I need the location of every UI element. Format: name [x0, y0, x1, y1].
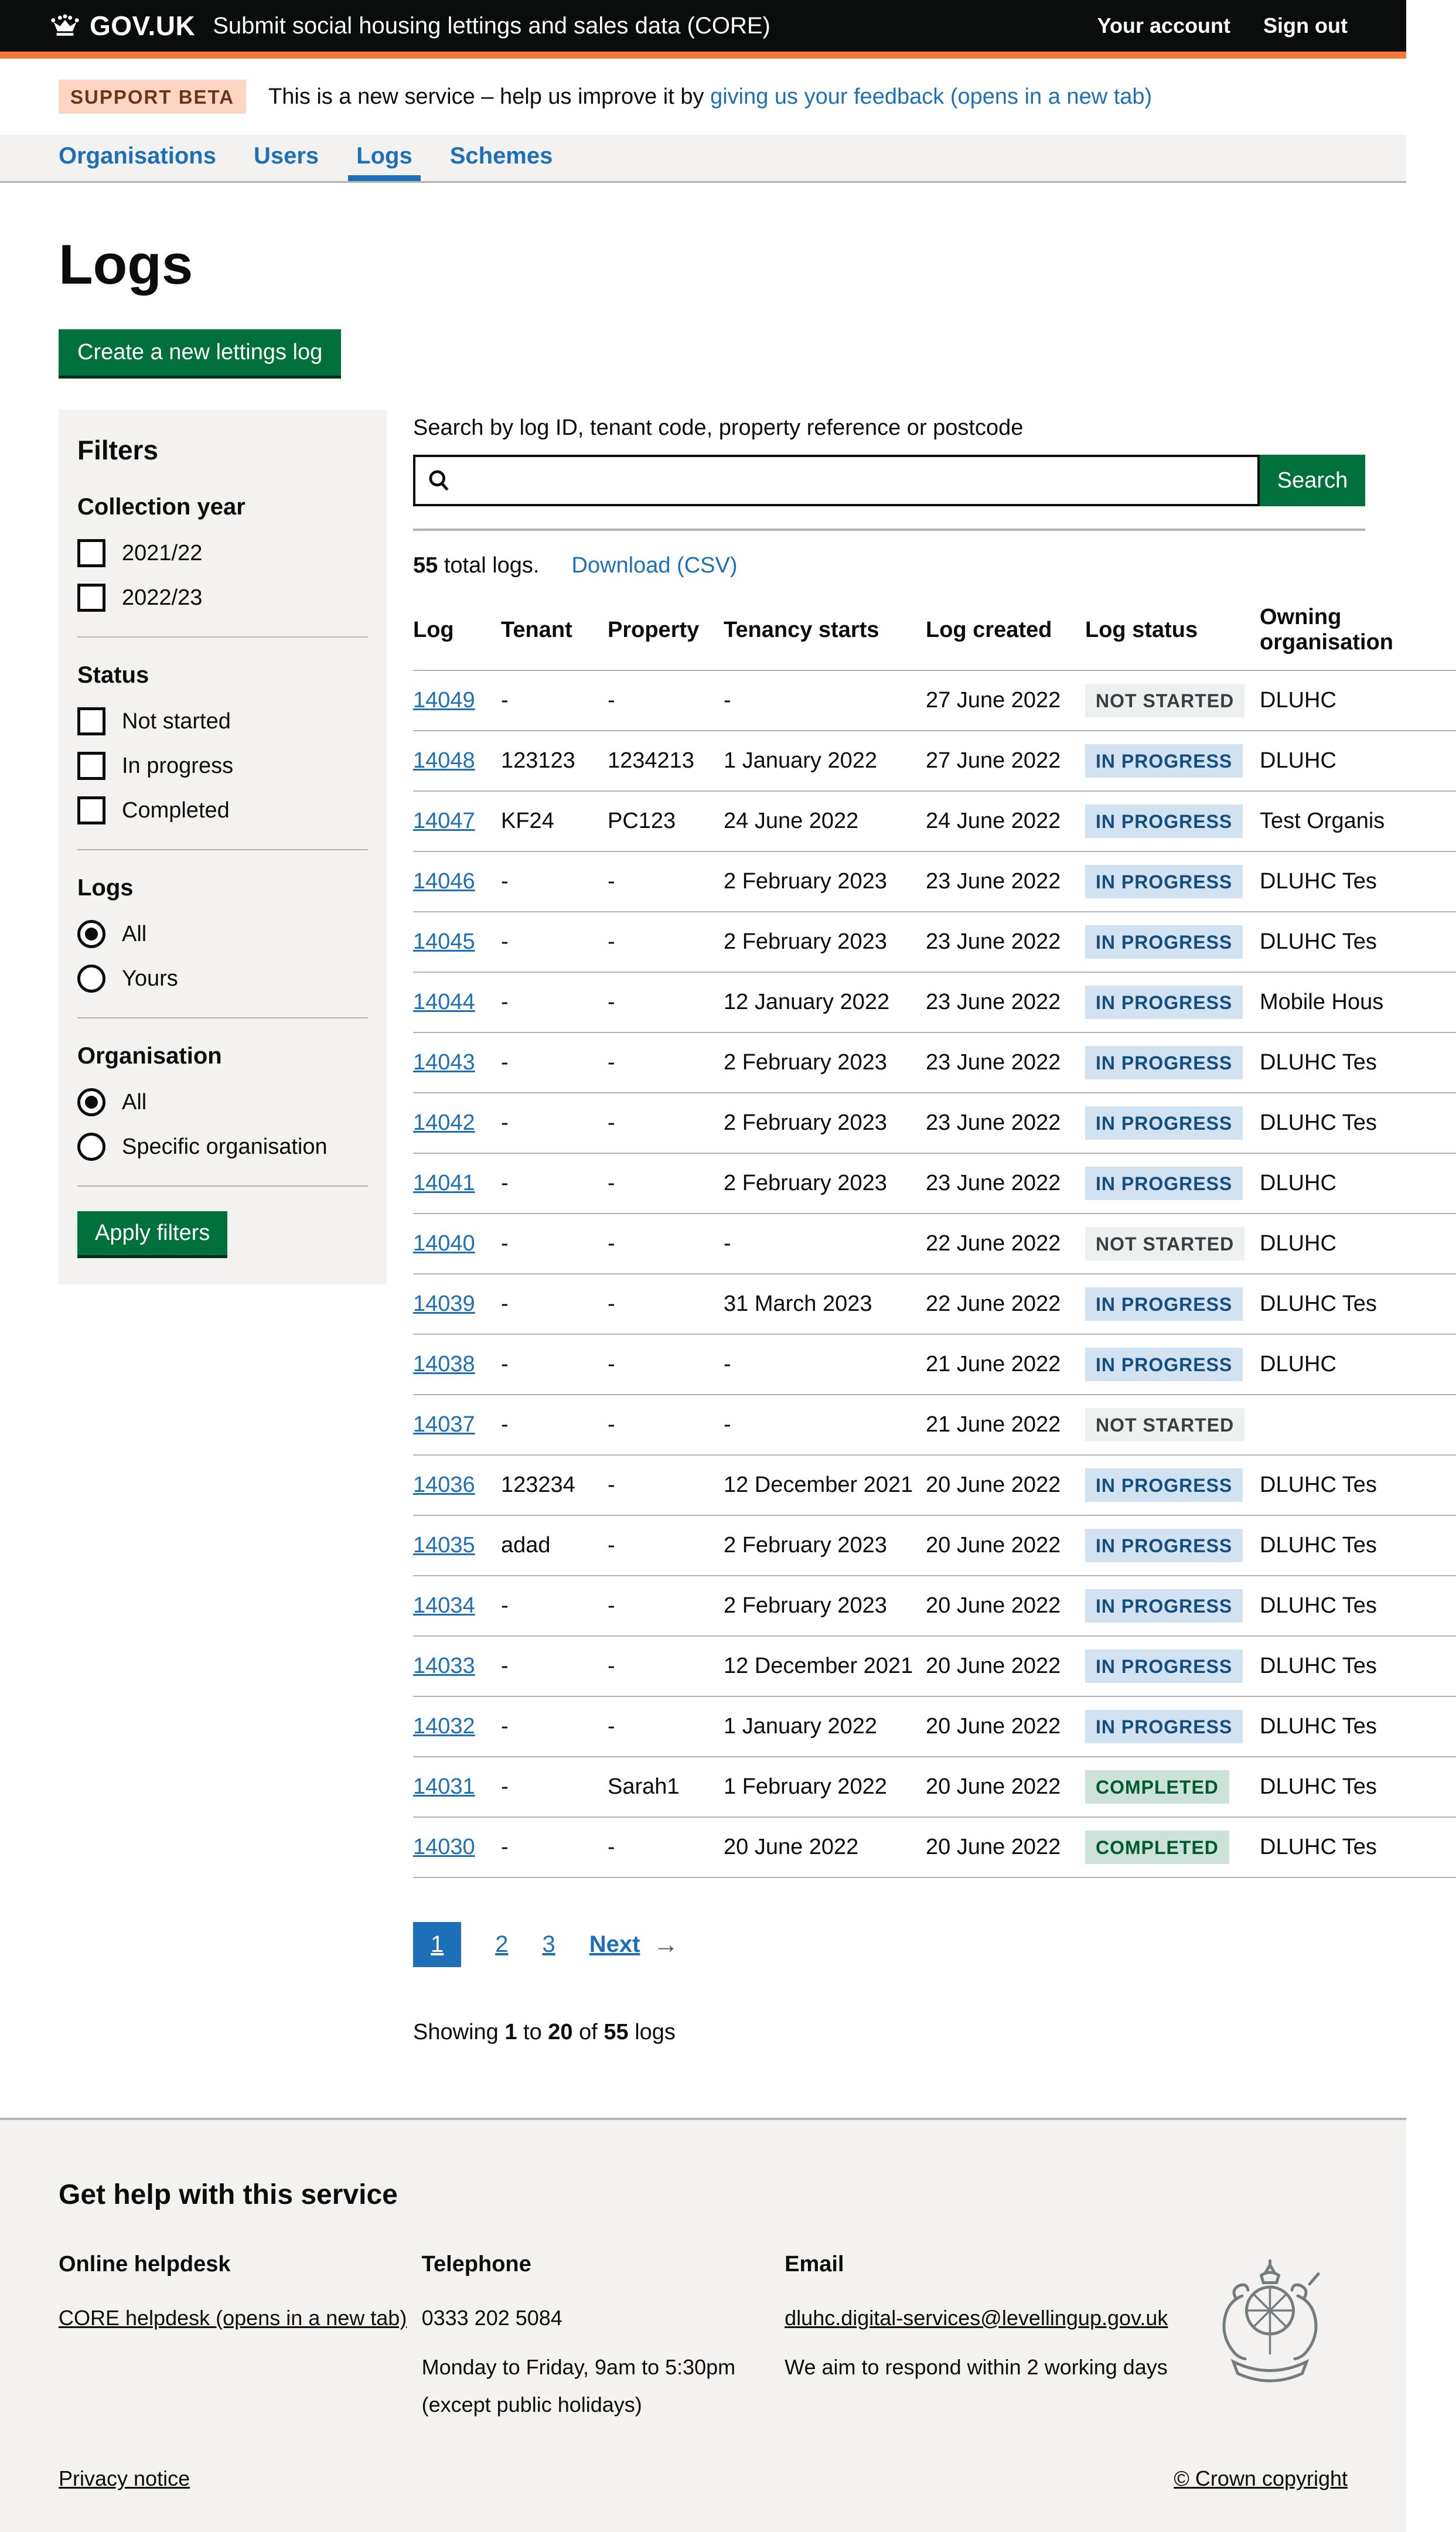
- log-id-link[interactable]: 14032: [413, 1714, 475, 1739]
- filter-group-status: Status: [77, 662, 149, 688]
- property-cell: PC123: [608, 791, 724, 851]
- column-header-log-status: Log status: [1085, 605, 1260, 670]
- arrow-right-icon: →: [653, 1930, 679, 1959]
- log-created-cell: 22 June 2022: [926, 1274, 1085, 1334]
- log-created-cell: 27 June 2022: [926, 731, 1085, 791]
- phase-banner-text-before: This is a new service – help us improve it by: [268, 84, 711, 109]
- radio-label: All: [122, 921, 147, 946]
- sign-out-link[interactable]: Sign out: [1263, 13, 1348, 38]
- owning-organisation-cell: DLUHC Tes: [1260, 1817, 1456, 1877]
- log-id-link[interactable]: 14047: [413, 809, 475, 833]
- search-button[interactable]: Search: [1260, 455, 1365, 506]
- log-id-link[interactable]: 14030: [413, 1835, 475, 1859]
- search-icon: [426, 468, 452, 496]
- status-badge: IN PROGRESS: [1085, 1046, 1243, 1079]
- tenancy-starts-cell: 2 February 2023: [724, 1576, 926, 1636]
- status-badge: IN PROGRESS: [1085, 1650, 1243, 1683]
- column-header-log: Log: [413, 605, 501, 670]
- tenant-cell: -: [501, 851, 608, 912]
- footer-telephone-column: [422, 2252, 785, 2437]
- tenant-cell: -: [501, 670, 608, 731]
- checkbox-label: Not started: [122, 708, 231, 734]
- log-created-cell: 20 June 2022: [926, 1576, 1085, 1636]
- tenant-cell: adad: [501, 1515, 608, 1576]
- owning-organisation-cell: [1260, 1395, 1456, 1455]
- property-cell: Sarah1: [608, 1757, 724, 1817]
- tenancy-starts-cell: 12 December 2021: [724, 1636, 926, 1696]
- tenancy-starts-cell: -: [724, 1334, 926, 1395]
- log-id-link[interactable]: 14046: [413, 869, 475, 894]
- owning-organisation-cell: DLUHC Tes: [1260, 1274, 1456, 1334]
- showing-text: to: [517, 2020, 548, 2044]
- status-badge: IN PROGRESS: [1085, 1167, 1243, 1200]
- property-cell: 1234213: [608, 731, 724, 791]
- privacy-notice-link[interactable]: Privacy notice: [59, 2466, 190, 2491]
- property-cell: -: [608, 972, 724, 1032]
- table-row: [413, 791, 1456, 851]
- owning-organisation-cell: DLUHC: [1260, 1153, 1456, 1214]
- log-id-link[interactable]: 14031: [413, 1774, 475, 1799]
- filters-panel: [59, 410, 387, 1284]
- download-csv-link[interactable]: Download (CSV): [571, 553, 738, 578]
- filter-option: [77, 965, 368, 993]
- property-cell: -: [608, 1817, 724, 1877]
- log-id-link[interactable]: 14038: [413, 1352, 475, 1376]
- tenant-cell: -: [501, 912, 608, 972]
- log-created-cell: 23 June 2022: [926, 1153, 1085, 1214]
- log-created-cell: 24 June 2022: [926, 791, 1085, 851]
- status-badge: NOT STARTED: [1085, 684, 1244, 717]
- tenant-cell: -: [501, 1093, 608, 1153]
- tenant-cell: 123123: [501, 731, 608, 791]
- tenant-cell: -: [501, 1274, 608, 1334]
- owning-organisation-cell: DLUHC: [1260, 1334, 1456, 1395]
- log-created-cell: 20 June 2022: [926, 1817, 1085, 1877]
- checkbox-in-progress[interactable]: [77, 752, 105, 780]
- checkbox-2022-23[interactable]: [77, 584, 105, 612]
- telephone-hours: Monday to Friday, 9am to 5:30pm: [421, 2354, 736, 2379]
- status-badge: IN PROGRESS: [1085, 1589, 1243, 1623]
- table-row: [413, 1817, 1456, 1877]
- filter-divider: [77, 636, 368, 638]
- log-id-link[interactable]: 14041: [413, 1171, 475, 1195]
- owning-organisation-cell: DLUHC Tes: [1260, 1093, 1456, 1153]
- radio-label: Yours: [122, 966, 178, 991]
- log-id-link[interactable]: 14040: [413, 1231, 475, 1256]
- tenancy-starts-cell: 2 February 2023: [724, 1032, 926, 1093]
- property-cell: -: [608, 1696, 724, 1757]
- showing-text: Showing: [413, 2020, 505, 2044]
- property-cell: -: [608, 1395, 724, 1455]
- radio-logs-yours[interactable]: [77, 965, 105, 993]
- checkbox-label: Completed: [122, 798, 230, 823]
- page-title: Logs: [59, 233, 193, 296]
- core-helpdesk-link[interactable]: CORE helpdesk (opens in a new tab): [59, 2306, 407, 2330]
- tenancy-starts-cell: 1 January 2022: [724, 731, 926, 791]
- govuk-logo[interactable]: [50, 10, 195, 42]
- crown-copyright-link[interactable]: © Crown copyright: [1174, 2466, 1348, 2491]
- tenancy-starts-cell: 1 January 2022: [724, 1696, 926, 1757]
- status-badge: NOT STARTED: [1085, 1227, 1244, 1260]
- showing-from: 1: [504, 2020, 517, 2044]
- property-cell: -: [608, 670, 724, 731]
- log-id-link[interactable]: 14042: [413, 1110, 475, 1135]
- table-row: [413, 1093, 1456, 1153]
- tenant-cell: -: [501, 1817, 608, 1877]
- log-id-link[interactable]: 14048: [413, 748, 475, 773]
- header-account-nav: [1097, 13, 1348, 38]
- owning-organisation-cell: DLUHC Tes: [1260, 1515, 1456, 1576]
- tenant-cell: -: [501, 1696, 608, 1757]
- support-beta-tag: SUPPORT BETA: [59, 80, 246, 114]
- column-header-tenancy-starts: Tenancy starts: [724, 605, 926, 670]
- log-created-cell: 23 June 2022: [926, 972, 1085, 1032]
- email-link[interactable]: dluhc.digital-services@levellingup.gov.uk: [785, 2306, 1168, 2330]
- checkbox-not-started[interactable]: [77, 707, 105, 735]
- logs-table: [413, 605, 1456, 1878]
- status-badge: COMPLETED: [1085, 1831, 1229, 1864]
- tenancy-starts-cell: 2 February 2023: [724, 912, 926, 972]
- log-id-link[interactable]: 14044: [413, 990, 475, 1014]
- log-id-link[interactable]: 14043: [413, 1050, 475, 1075]
- owning-organisation-cell: DLUHC Tes: [1260, 1032, 1456, 1093]
- crown-icon: [50, 13, 80, 38]
- table-row: [413, 972, 1456, 1032]
- table-row: [413, 851, 1456, 912]
- log-id-link[interactable]: 14036: [413, 1473, 475, 1497]
- property-cell: -: [608, 1334, 724, 1395]
- table-row: [413, 1757, 1456, 1817]
- radio-label: All: [122, 1089, 147, 1115]
- log-created-cell: 20 June 2022: [926, 1696, 1085, 1757]
- results-section: [413, 410, 1394, 2067]
- status-badge: IN PROGRESS: [1085, 805, 1243, 838]
- property-cell: -: [608, 851, 724, 912]
- govuk-logo-text: GOV.UK: [90, 11, 196, 41]
- tenant-cell: -: [501, 1214, 608, 1274]
- column-header-tenant: Tenant: [501, 605, 608, 670]
- filter-group-logs: Logs: [77, 875, 134, 901]
- status-badge: IN PROGRESS: [1085, 1106, 1243, 1140]
- table-row: [413, 1274, 1456, 1334]
- status-badge: IN PROGRESS: [1085, 1348, 1243, 1381]
- tenancy-starts-cell: 1 February 2022: [724, 1757, 926, 1817]
- owning-organisation-cell: Test Organis: [1260, 791, 1456, 851]
- owning-organisation-cell: Mobile Hous: [1260, 972, 1456, 1032]
- tenancy-starts-cell: -: [724, 1395, 926, 1455]
- log-created-cell: 21 June 2022: [926, 1334, 1085, 1395]
- property-cell: -: [608, 912, 724, 972]
- checkbox-label: 2022/23: [122, 585, 203, 610]
- filters-title: Filters: [77, 435, 159, 465]
- showing-summary: [413, 2020, 1365, 2045]
- tenant-cell: -: [501, 1032, 608, 1093]
- log-created-cell: 23 June 2022: [926, 1032, 1085, 1093]
- log-id-link[interactable]: 14039: [413, 1291, 475, 1316]
- property-cell: -: [608, 1636, 724, 1696]
- log-id-link[interactable]: 14035: [413, 1533, 475, 1558]
- your-account-link[interactable]: Your account: [1097, 13, 1231, 38]
- create-lettings-log-button[interactable]: Create a new lettings log: [59, 329, 341, 376]
- status-badge: IN PROGRESS: [1085, 925, 1243, 959]
- status-badge: IN PROGRESS: [1085, 1468, 1243, 1502]
- log-created-cell: 22 June 2022: [926, 1214, 1085, 1274]
- owning-organisation-cell: DLUHC Tes: [1260, 1455, 1456, 1515]
- tenancy-starts-cell: 24 June 2022: [724, 791, 926, 851]
- filter-option: [77, 920, 368, 948]
- status-badge: COMPLETED: [1085, 1770, 1229, 1804]
- table-row: [413, 1636, 1456, 1696]
- filter-option: [77, 539, 368, 567]
- log-created-cell: 20 June 2022: [926, 1515, 1085, 1576]
- owning-organisation-cell: DLUHC Tes: [1260, 1636, 1456, 1696]
- log-id-link[interactable]: 14049: [413, 688, 475, 713]
- tenant-cell: -: [501, 1576, 608, 1636]
- status-badge: IN PROGRESS: [1085, 986, 1243, 1019]
- email-response-note: We aim to respond within 2 working days: [785, 2354, 1168, 2379]
- table-row: [413, 731, 1456, 791]
- pagination-page-2[interactable]: 2: [495, 1931, 509, 1957]
- filter-group-organisation: Organisation: [77, 1043, 222, 1069]
- radio-label: Specific organisation: [122, 1134, 328, 1159]
- property-cell: -: [608, 1455, 724, 1515]
- tenant-cell: -: [501, 1395, 608, 1455]
- footer: [0, 2118, 1406, 2532]
- feedback-link[interactable]: giving us your feedback (opens in a new tab): [710, 84, 1152, 109]
- filter-option: [77, 1133, 368, 1161]
- tenant-cell: -: [501, 1757, 608, 1817]
- filter-group-collection-year: Collection year: [77, 494, 245, 520]
- status-badge: IN PROGRESS: [1085, 1287, 1243, 1321]
- filter-divider: [77, 1185, 368, 1187]
- owning-organisation-cell: DLUHC Tes: [1260, 1576, 1456, 1636]
- checkbox-label: 2021/22: [122, 540, 203, 565]
- tenant-cell: -: [501, 1334, 608, 1395]
- checkbox-completed[interactable]: [77, 796, 105, 824]
- table-row: [413, 1696, 1456, 1757]
- tenant-cell: -: [501, 1153, 608, 1214]
- tenancy-starts-cell: 31 March 2023: [724, 1274, 926, 1334]
- column-header-property: Property: [608, 605, 724, 670]
- tenant-cell: -: [501, 972, 608, 1032]
- log-created-cell: 23 June 2022: [926, 851, 1085, 912]
- tenant-cell: -: [501, 1636, 608, 1696]
- table-row: [413, 1515, 1456, 1576]
- tenancy-starts-cell: 2 February 2023: [724, 1093, 926, 1153]
- owning-organisation-cell: DLUHC Tes: [1260, 1757, 1456, 1817]
- log-created-cell: 23 June 2022: [926, 1093, 1085, 1153]
- phase-banner-text: [268, 84, 1152, 110]
- owning-organisation-cell: DLUHC Tes: [1260, 851, 1456, 912]
- status-badge: NOT STARTED: [1085, 1408, 1244, 1441]
- showing-total: 55: [603, 2020, 629, 2044]
- table-row: [413, 1455, 1456, 1515]
- log-created-cell: 20 June 2022: [926, 1636, 1085, 1696]
- column-header-owning-organisation: Owning organisation: [1260, 605, 1456, 670]
- table-row: [413, 1153, 1456, 1214]
- log-id-link[interactable]: 14037: [413, 1412, 475, 1437]
- property-cell: -: [608, 1576, 724, 1636]
- apply-filters-button[interactable]: Apply filters: [77, 1211, 227, 1255]
- section-divider: [413, 529, 1365, 531]
- email-heading: Email: [785, 2252, 844, 2277]
- royal-coat-of-arms: [1201, 2252, 1348, 2401]
- table-row: [413, 1032, 1456, 1093]
- column-header-log-created: Log created: [926, 605, 1085, 670]
- footer-title: Get help with this service: [59, 2179, 398, 2210]
- radio-logs-all[interactable]: [77, 920, 105, 948]
- owning-organisation-cell: DLUHC: [1260, 731, 1456, 791]
- nav-item-users[interactable]: Users: [253, 143, 319, 169]
- radio-organisation-specific[interactable]: [77, 1133, 105, 1161]
- log-id-link[interactable]: 14045: [413, 929, 475, 954]
- table-row: [413, 1214, 1456, 1274]
- property-cell: -: [608, 1153, 724, 1214]
- pagination-page-3[interactable]: 3: [542, 1931, 555, 1957]
- log-created-cell: 23 June 2022: [926, 912, 1085, 972]
- pagination-page-1-current[interactable]: 1: [413, 1922, 461, 1967]
- govuk-header: [0, 0, 1406, 59]
- property-cell: -: [608, 1274, 724, 1334]
- status-badge: IN PROGRESS: [1085, 1710, 1243, 1743]
- log-created-cell: 20 June 2022: [926, 1757, 1085, 1817]
- table-header-row: [413, 605, 1456, 670]
- telephone-heading: Telephone: [421, 2252, 531, 2277]
- owning-organisation-cell: DLUHC: [1260, 670, 1456, 731]
- log-id-link[interactable]: 14034: [413, 1593, 475, 1618]
- tenant-cell: KF24: [501, 791, 608, 851]
- filter-option: [77, 752, 368, 780]
- filter-option: [77, 1088, 368, 1116]
- status-badge: IN PROGRESS: [1085, 865, 1243, 898]
- nav-item-schemes[interactable]: Schemes: [449, 143, 553, 169]
- filter-divider: [77, 1017, 368, 1018]
- property-cell: -: [608, 1515, 724, 1576]
- tenancy-starts-cell: 2 February 2023: [724, 1153, 926, 1214]
- radio-organisation-all[interactable]: [77, 1088, 105, 1116]
- tenancy-starts-cell: -: [724, 1214, 926, 1274]
- table-row: [413, 1395, 1456, 1455]
- total-count: 55: [413, 553, 438, 578]
- filter-option: [77, 796, 368, 824]
- table-row: [413, 670, 1456, 731]
- nav-item-organisations[interactable]: Organisations: [59, 143, 216, 169]
- total-text: total logs.: [438, 553, 540, 578]
- telephone-hours-note: (except public holidays): [421, 2392, 642, 2417]
- log-created-cell: 20 June 2022: [926, 1455, 1085, 1515]
- property-cell: -: [608, 1032, 724, 1093]
- status-badge: IN PROGRESS: [1085, 1529, 1243, 1562]
- checkbox-label: In progress: [122, 753, 234, 778]
- log-created-cell: 21 June 2022: [926, 1395, 1085, 1455]
- results-total: [413, 553, 1365, 578]
- search-input[interactable]: [413, 455, 1260, 506]
- log-id-link[interactable]: 14033: [413, 1654, 475, 1678]
- filter-option: [77, 584, 368, 612]
- tenancy-starts-cell: 12 December 2021: [724, 1455, 926, 1515]
- service-name[interactable]: Submit social housing lettings and sales data (CORE): [213, 12, 770, 39]
- table-row: [413, 1576, 1456, 1636]
- helpdesk-heading: Online helpdesk: [59, 2252, 231, 2277]
- pagination: [413, 1922, 1365, 1967]
- owning-organisation-cell: DLUHC Tes: [1260, 912, 1456, 972]
- status-badge: IN PROGRESS: [1085, 744, 1243, 778]
- log-created-cell: 27 June 2022: [926, 670, 1085, 731]
- tenancy-starts-cell: 20 June 2022: [724, 1817, 926, 1877]
- page-container: [0, 233, 1406, 2067]
- filter-option: [77, 707, 368, 735]
- showing-to: 20: [548, 2020, 573, 2044]
- owning-organisation-cell: DLUHC Tes: [1260, 1696, 1456, 1757]
- tenant-cell: 123234: [501, 1455, 608, 1515]
- table-row: [413, 912, 1456, 972]
- property-cell: -: [608, 1214, 724, 1274]
- owning-organisation-cell: DLUHC: [1260, 1214, 1456, 1274]
- footer-email-column: [785, 2252, 1201, 2437]
- footer-helpdesk-column: [59, 2252, 422, 2437]
- filter-divider: [77, 849, 368, 850]
- pagination-next[interactable]: Next: [589, 1931, 640, 1957]
- nav-item-logs[interactable]: Logs: [356, 135, 412, 181]
- telephone-number: 0333 202 5084: [421, 2306, 562, 2330]
- property-cell: -: [608, 1093, 724, 1153]
- tenancy-starts-cell: 12 January 2022: [724, 972, 926, 1032]
- tenancy-starts-cell: 2 February 2023: [724, 1515, 926, 1576]
- table-row: [413, 1334, 1456, 1395]
- tenancy-starts-cell: 2 February 2023: [724, 851, 926, 912]
- primary-nav: [0, 135, 1406, 183]
- showing-text: of: [572, 2020, 604, 2044]
- tenancy-starts-cell: -: [724, 670, 926, 731]
- phase-banner: [0, 59, 1406, 135]
- search-label: Search by log ID, tenant code, property reference or postcode: [413, 415, 1024, 440]
- showing-text: logs: [628, 2020, 676, 2044]
- checkbox-2021-22[interactable]: [77, 539, 105, 567]
